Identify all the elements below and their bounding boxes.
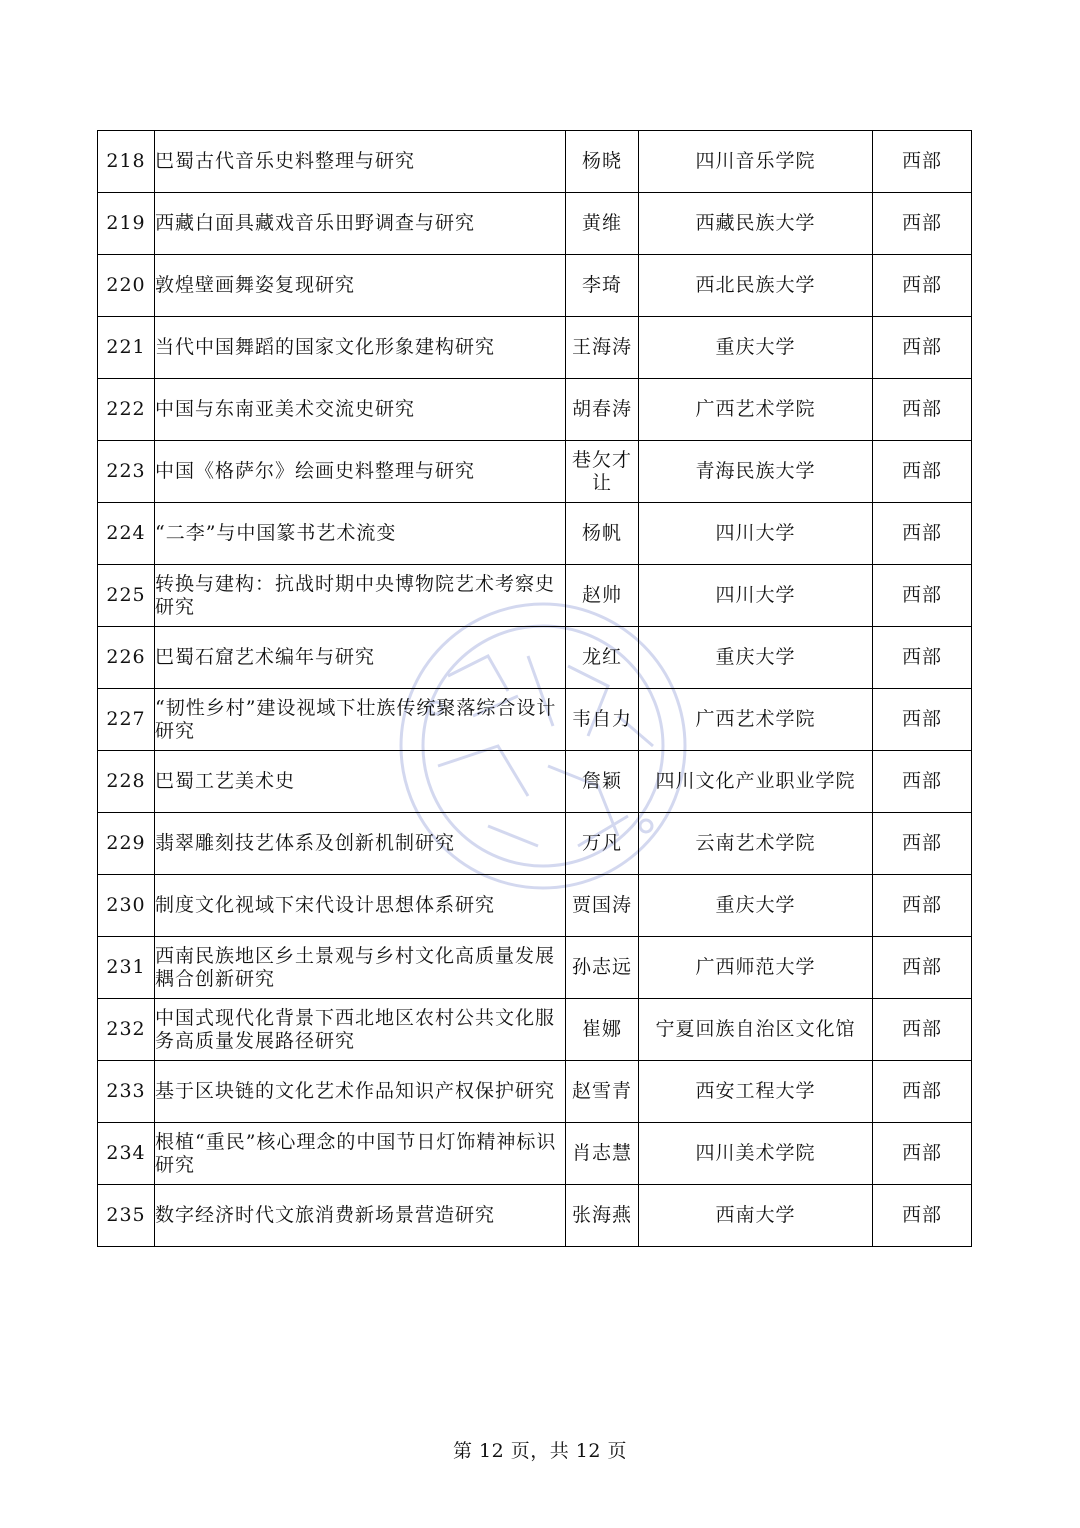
table-row (98, 255, 972, 317)
researcher-name: 黄维 (566, 193, 639, 255)
row-number: 229 (98, 813, 155, 875)
institution-name: 广西艺术学院 (639, 689, 873, 751)
institution-name: 西安工程大学 (639, 1061, 873, 1123)
project-title: 当代中国舞蹈的国家文化形象建构研究 (155, 317, 566, 379)
row-number: 234 (98, 1123, 155, 1185)
institution-name: 云南艺术学院 (639, 813, 873, 875)
region-label: 西部 (873, 379, 972, 441)
researcher-name: 孙志远 (566, 937, 639, 999)
row-number: 235 (98, 1185, 155, 1247)
region-label: 西部 (873, 999, 972, 1061)
region-label: 西部 (873, 627, 972, 689)
project-title: “韧性乡村”建设视域下壮族传统聚落综合设计研究 (155, 689, 566, 751)
table-row (98, 193, 972, 255)
institution-name: 重庆大学 (639, 317, 873, 379)
institution-name: 西藏民族大学 (639, 193, 873, 255)
researcher-name: 赵帅 (566, 565, 639, 627)
researcher-name: 赵雪青 (566, 1061, 639, 1123)
institution-name: 重庆大学 (639, 627, 873, 689)
researcher-name: 詹颖 (566, 751, 639, 813)
table-row (98, 131, 972, 193)
table-row (98, 1185, 972, 1247)
table-row (98, 1123, 972, 1185)
table-row (98, 503, 972, 565)
region-label: 西部 (873, 317, 972, 379)
institution-name: 四川美术学院 (639, 1123, 873, 1185)
researcher-name: 肖志慧 (566, 1123, 639, 1185)
table-row (98, 689, 972, 751)
institution-name: 四川文化产业职业学院 (639, 751, 873, 813)
institution-name: 广西师范大学 (639, 937, 873, 999)
project-title: 翡翠雕刻技艺体系及创新机制研究 (155, 813, 566, 875)
row-number: 231 (98, 937, 155, 999)
researcher-name: 韦自力 (566, 689, 639, 751)
region-label: 西部 (873, 1123, 972, 1185)
institution-name: 青海民族大学 (639, 441, 873, 503)
row-number: 222 (98, 379, 155, 441)
row-number: 219 (98, 193, 155, 255)
table-row (98, 1061, 972, 1123)
page-footer: 第 12 页，共 12 页 (452, 1440, 627, 1462)
region-label: 西部 (873, 813, 972, 875)
row-number: 221 (98, 317, 155, 379)
researcher-name: 杨晓 (566, 131, 639, 193)
row-number: 233 (98, 1061, 155, 1123)
region-label: 西部 (873, 503, 972, 565)
row-number: 223 (98, 441, 155, 503)
institution-name: 四川大学 (639, 565, 873, 627)
researcher-name: 胡春涛 (566, 379, 639, 441)
project-title: 基于区块链的文化艺术作品知识产权保护研究 (155, 1061, 566, 1123)
researcher-name: 万凡 (566, 813, 639, 875)
researcher-name: 龙红 (566, 627, 639, 689)
region-label: 西部 (873, 441, 972, 503)
row-number: 226 (98, 627, 155, 689)
project-title: 西藏白面具藏戏音乐田野调查与研究 (155, 193, 566, 255)
table-row (98, 441, 972, 503)
project-table (97, 130, 972, 1247)
table-row (98, 875, 972, 937)
institution-name: 四川大学 (639, 503, 873, 565)
project-title: 中国式现代化背景下西北地区农村公共文化服务高质量发展路径研究 (155, 999, 566, 1061)
project-title: 西南民族地区乡土景观与乡村文化高质量发展耦合创新研究 (155, 937, 566, 999)
row-number: 227 (98, 689, 155, 751)
region-label: 西部 (873, 875, 972, 937)
region-label: 西部 (873, 193, 972, 255)
researcher-name: 巷欠才让 (566, 441, 639, 503)
table-row (98, 751, 972, 813)
region-label: 西部 (873, 255, 972, 317)
row-number: 220 (98, 255, 155, 317)
researcher-name: 李琦 (566, 255, 639, 317)
project-title: 中国与东南亚美术交流史研究 (155, 379, 566, 441)
researcher-name: 杨帆 (566, 503, 639, 565)
institution-name: 宁夏回族自治区文化馆 (639, 999, 873, 1061)
project-title: 制度文化视域下宋代设计思想体系研究 (155, 875, 566, 937)
row-number: 232 (98, 999, 155, 1061)
project-table-body (98, 131, 972, 1247)
region-label: 西部 (873, 565, 972, 627)
row-number: 224 (98, 503, 155, 565)
institution-name: 西南大学 (639, 1185, 873, 1247)
region-label: 西部 (873, 937, 972, 999)
project-title: 根植“重民”核心理念的中国节日灯饰精神标识研究 (155, 1123, 566, 1185)
researcher-name: 崔娜 (566, 999, 639, 1061)
table-row (98, 937, 972, 999)
project-title: 中国《格萨尔》绘画史料整理与研究 (155, 441, 566, 503)
project-title: 巴蜀工艺美术史 (155, 751, 566, 813)
table-row (98, 627, 972, 689)
table-row (98, 813, 972, 875)
project-title: 转换与建构：抗战时期中央博物院艺术考察史研究 (155, 565, 566, 627)
row-number: 225 (98, 565, 155, 627)
table-row (98, 999, 972, 1061)
project-title: 巴蜀古代音乐史料整理与研究 (155, 131, 566, 193)
row-number: 218 (98, 131, 155, 193)
region-label: 西部 (873, 1061, 972, 1123)
institution-name: 四川音乐学院 (639, 131, 873, 193)
region-label: 西部 (873, 1185, 972, 1247)
project-title: 敦煌壁画舞姿复现研究 (155, 255, 566, 317)
project-title: 数字经济时代文旅消费新场景营造研究 (155, 1185, 566, 1247)
region-label: 西部 (873, 689, 972, 751)
institution-name: 广西艺术学院 (639, 379, 873, 441)
row-number: 228 (98, 751, 155, 813)
project-title: 巴蜀石窟艺术编年与研究 (155, 627, 566, 689)
table-row (98, 317, 972, 379)
project-title: “二李”与中国篆书艺术流变 (155, 503, 566, 565)
table-row (98, 379, 972, 441)
institution-name: 西北民族大学 (639, 255, 873, 317)
researcher-name: 王海涛 (566, 317, 639, 379)
region-label: 西部 (873, 751, 972, 813)
researcher-name: 张海燕 (566, 1185, 639, 1247)
row-number: 230 (98, 875, 155, 937)
institution-name: 重庆大学 (639, 875, 873, 937)
table-row (98, 565, 972, 627)
region-label: 西部 (873, 131, 972, 193)
researcher-name: 贾国涛 (566, 875, 639, 937)
